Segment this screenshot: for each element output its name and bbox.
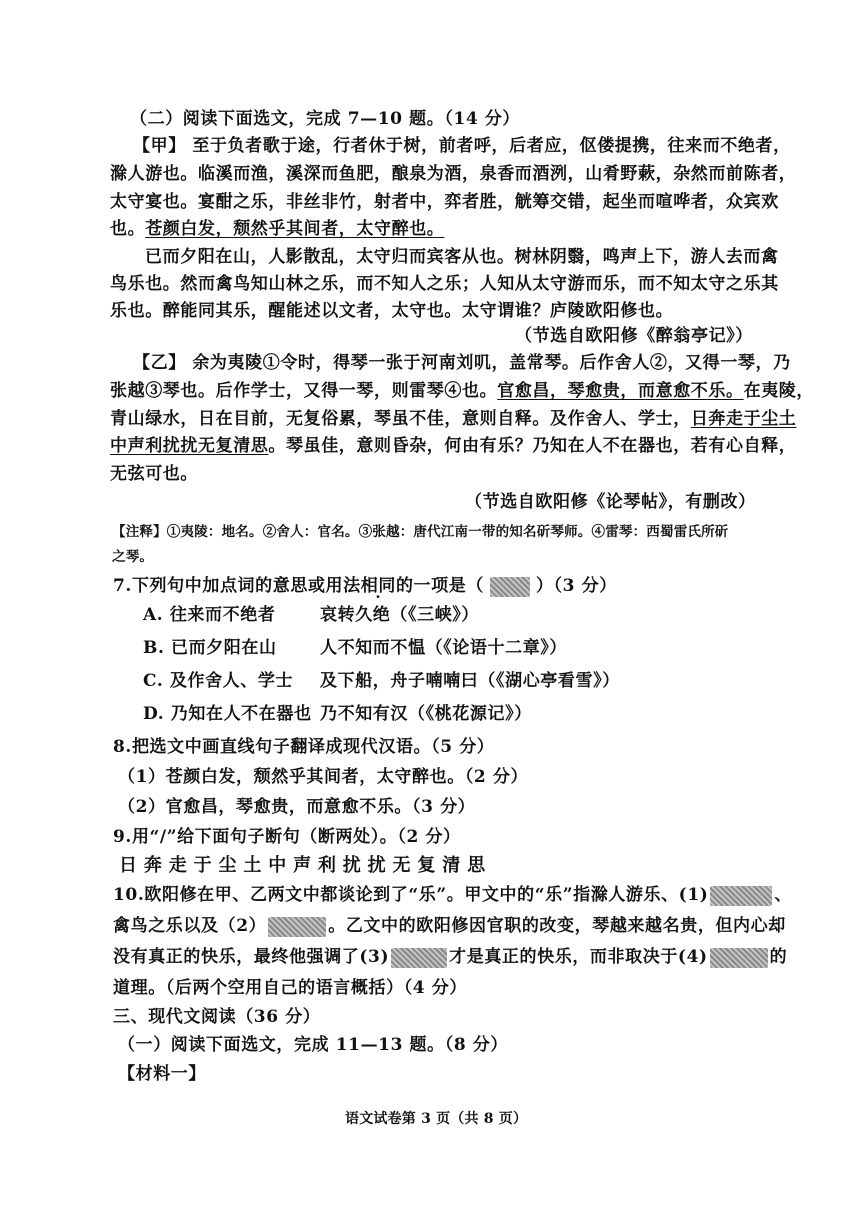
jia-line-2: 滁人游也。临溪而渔，溪深而鱼肥，酿泉为酒，泉香而酒洌，山肴野蔌，杂然而前陈者， xyxy=(110,164,797,184)
yi-source: （节选自欧阳修《论琴帖》，有删改） xyxy=(465,492,756,512)
yi-line-2 xyxy=(110,380,814,402)
material-1-label: 【材料一】 xyxy=(118,1064,206,1084)
q7-option-a xyxy=(143,604,479,626)
q10-blank-3 xyxy=(391,948,447,968)
q7-answer-blank xyxy=(490,577,530,597)
yi-line-2-text-a: 张越③琴也。后作学士，又得一琴，则雷琴④也。 xyxy=(110,381,498,401)
page-footer: 语文试卷第 3 页（共 8 页） xyxy=(345,1111,528,1127)
q10-blank-4 xyxy=(710,948,768,968)
q10-line-3-text-a: 没有真正的快乐，最终他强调了(3) xyxy=(113,947,390,967)
yi-line-4 xyxy=(110,435,796,457)
yi-line-3-text: 青山绿水，日在目前，无复俗累，琴虽不佳，意则自释。及作舍人、学士， xyxy=(110,409,691,429)
notes-line-1: 【注释】①夷陵：地名。②舍人：官名。③张越：唐代江南一带的知名斫琴师。④雷琴：西蜀雷氏所斫 xyxy=(112,524,729,540)
q10-line-2-text-b: 。乙文中的欧阳修因官职的改变，琴越来越名贵，但内心却 xyxy=(328,916,786,936)
yi-line-5: 无弦可也。 xyxy=(110,464,198,484)
underlined-phrase-3a: 日奔走于尘土 xyxy=(690,409,797,429)
jia-line-4 xyxy=(110,218,444,240)
jia-source: （节选自欧阳修《醉翁亭记》） xyxy=(515,326,753,346)
underlined-sentence-2: 官愈昌，琴愈贵，而意愈不乐。 xyxy=(497,381,744,401)
underlined-phrase-3b: 中声利扰扰无复清思 xyxy=(110,436,269,456)
q10-line-1-text: 10.欧阳修在甲、乙两文中都谈论到了“乐”。甲文中的“乐”指滁人游乐、(1) xyxy=(113,885,709,905)
q10-line-1-end: 、 xyxy=(774,885,793,905)
jia-line-5: 已而夕阳在山，人影散乱，太守归而宾客从也。树林阴翳，鸣声上下，游人去而禽 xyxy=(145,247,779,267)
q7-option-d-right: 乃不知有汉（《桃花源记》） xyxy=(320,704,532,724)
question-9-stem: 9.用“/”给下面句子断句（断两处）。（2 分） xyxy=(113,827,461,847)
q8-sentence-1: （1）苍颜白发，颓然乎其间者，太守醉也。（2 分） xyxy=(118,767,529,787)
section-header: （二）阅读下面选文，完成 7—10 题。（14 分） xyxy=(130,109,520,129)
jia-line-4-text: 也。 xyxy=(110,219,146,239)
q10-line-3-text-b: 才是真正的快乐，而非取决于(4) xyxy=(449,947,708,967)
yi-line-3 xyxy=(110,408,796,430)
q10-line-2-text-a: 禽鸟之乐以及（2） xyxy=(113,916,267,936)
q7-stem-part-1: 7.下列句中加点词的意思或用法 xyxy=(113,576,361,596)
q10-blank-2 xyxy=(268,917,326,937)
q7-stem-part-2: 的一项是（ xyxy=(395,576,484,596)
q7-option-c-right: 及下船，舟子喃喃曰（《湖心亭看雪》） xyxy=(320,671,620,691)
question-8-stem: 8.把选文中画直线句子翻译成现代汉语。（5 分） xyxy=(113,737,495,757)
part-3-subsection: （一）阅读下面选文，完成 11—13 题。（8 分） xyxy=(118,1035,508,1055)
question-10-line-3 xyxy=(113,946,787,968)
jia-line-3: 太守宴也。宴酣之乐，非丝非竹，射者中，弈者胜，觥筹交错，起坐而喧哗者，众宾欢 xyxy=(110,192,779,212)
q7-option-a-right: 哀转久绝（《三峡》） xyxy=(320,605,479,625)
q7-option-d xyxy=(143,703,532,725)
jia-line-1: 【甲】 至于负者歌于途，行者休于树，前者呼，后者应，伛偻提携，往来而不绝者， xyxy=(133,136,791,156)
q7-option-a-left: A. 往来而不绝者 xyxy=(143,605,276,625)
q7-emphasis-same: 相同 xyxy=(360,576,396,596)
jia-line-6: 鸟乐也。然而禽鸟知山林之乐，而不知人之乐；人知从太守游而乐，而不知太守之乐其 xyxy=(110,274,779,294)
question-10-line-4: 道理。（后两个空用自己的语言概括）（4 分） xyxy=(113,978,467,998)
part-3-title: 三、现代文阅读（36 分） xyxy=(113,1007,321,1027)
q7-option-c xyxy=(143,670,620,692)
q7-stem-part-3: ）（3 分） xyxy=(535,576,617,596)
yi-line-4-text: 。琴虽佳，意则昏杂，何由有乐？乃知在人不在器也，若有心自释， xyxy=(268,436,797,456)
q7-option-b-right: 人不知而不愠（《论语十二章》） xyxy=(320,638,567,658)
q10-line-3-end: 的 xyxy=(769,947,788,967)
question-10-line-1 xyxy=(113,884,792,906)
q7-option-b xyxy=(143,637,567,659)
yi-line-2-text-b: 在夷陵， xyxy=(743,381,815,401)
q7-option-d-left: D. 乃知在人不在器也 xyxy=(143,704,312,724)
question-10-line-2 xyxy=(113,915,786,937)
yi-line-1: 【乙】 余为夷陵①令时，得琴一张于河南刘叽，盖常琴。后作舍人②，又得一琴，乃 xyxy=(133,353,791,373)
underlined-sentence-1: 苍颜白发，颓然乎其间者，太守醉也。 xyxy=(145,219,445,239)
notes-line-2: 之琴。 xyxy=(112,549,154,565)
q7-option-b-left: B. 已而夕阳在山 xyxy=(143,638,277,658)
q8-sentence-2: （2）官愈昌，琴愈贵，而意愈不乐。（3 分） xyxy=(118,797,476,817)
q9-sentence: 日 奔 走 于 尘 土 中 声 利 扰 扰 无 复 清 思 xyxy=(119,855,486,876)
jia-line-7: 乐也。醉能同其乐，醒能述以文者，太守也。太守谓谁？庐陵欧阳修也。 xyxy=(110,301,674,321)
q10-blank-1 xyxy=(710,886,772,906)
question-7-stem xyxy=(113,575,617,597)
q7-option-c-left: C. 及作舍人、学士 xyxy=(143,671,294,691)
